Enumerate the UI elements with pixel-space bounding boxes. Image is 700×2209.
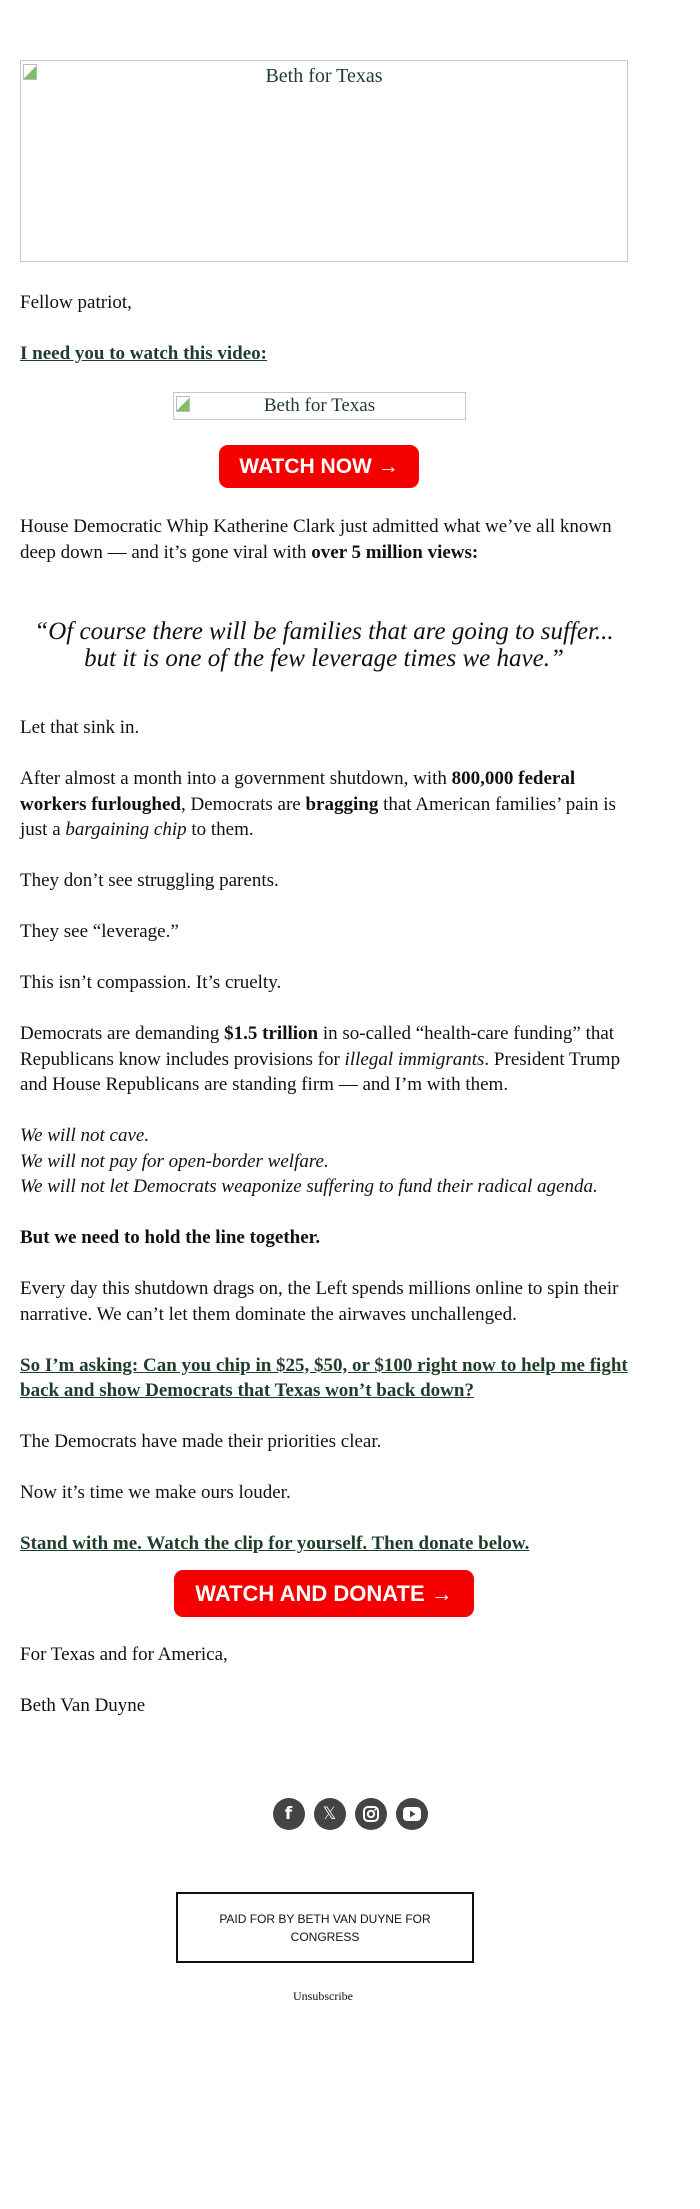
broken-image-icon — [176, 396, 190, 412]
quote-line-1: “Of course there will be families that are going to suffer... — [34, 618, 614, 645]
text: Democrats are demanding — [20, 1023, 225, 1044]
text: to them. — [186, 819, 254, 840]
pledge: We will not pay for open-border welfare. — [20, 1150, 329, 1172]
signature: Beth Van Duyne — [20, 1694, 146, 1716]
intro-bold: over 5 million views: — [311, 541, 479, 563]
video-image-alt: Beth for Texas — [263, 395, 376, 416]
pledge: We will not let Democrats weaponize suffering to fund their radical agenda. — [20, 1176, 598, 1197]
pledge: We will not cave. — [20, 1125, 150, 1146]
header-image-alt: Beth for Texas — [265, 65, 383, 87]
text: . President Trump and House Republicans are standing firm — and I’m with them. — [20, 1048, 621, 1095]
paragraph-hold — [20, 1225, 628, 1251]
paragraph-leverage: They see “leverage.” — [20, 921, 179, 942]
instagram-icon[interactable] — [355, 1798, 387, 1830]
text: that American families’ pain is just a — [20, 793, 616, 840]
quote-line-2: but it is one of the few leverage times we have.” — [84, 645, 564, 672]
video-thumbnail[interactable] — [173, 392, 466, 420]
paragraph-louder: Now it’s time we make ours louder. — [20, 1482, 291, 1503]
intro-text: House Democratic Whip Katherine Clark just admitted what we’ve all known deep down — and it’s gone viral with — [20, 516, 612, 563]
broken-image-icon — [23, 64, 37, 80]
bold-text: But we need to hold the line together. — [20, 1227, 321, 1248]
watch-and-donate-button[interactable]: WATCH AND DONATE → — [174, 1570, 474, 1617]
x-icon[interactable]: 𝕏 — [314, 1798, 346, 1830]
youtube-icon[interactable] — [396, 1798, 428, 1830]
paragraph-shutdown — [20, 766, 628, 843]
social-links — [0, 1798, 700, 1830]
italic-text: bargaining chip — [65, 819, 187, 840]
paragraph-trillion — [20, 1021, 628, 1098]
text: , Democrats are — [180, 793, 306, 815]
header-image — [20, 60, 628, 262]
donate-ask-link[interactable]: So I’m asking: Can you chip in $25, $50, or $100 right now to help me fight back and show Democrats that Texas won’t back down? — [20, 1354, 628, 1401]
paragraph-cruelty: This isn’t compassion. It’s cruelty. — [20, 972, 282, 993]
unsubscribe-link[interactable]: Unsubscribe — [293, 1989, 353, 2003]
greeting: Fellow patriot, — [20, 292, 132, 313]
bold-text: bragging — [305, 793, 379, 815]
watch-video-link[interactable]: I need you to watch this video: — [20, 343, 268, 364]
watch-now-button[interactable]: WATCH NOW → — [219, 445, 419, 488]
paragraph-parents: They don’t see struggling parents. — [20, 870, 279, 891]
bold-text: $1.5 trillion — [224, 1023, 319, 1044]
text: in so-called “health-care funding” that Republicans know includes provisions for — [20, 1023, 615, 1070]
signoff: For Texas and for America, — [20, 1643, 228, 1665]
pledges — [20, 1123, 628, 1200]
bold-text: 800,000 federal workers furloughed — [20, 768, 576, 815]
italic-text: illegal immigrants — [344, 1048, 485, 1070]
intro-paragraph — [20, 514, 628, 565]
stand-with-me-link[interactable]: Stand with me. Watch the clip for yourself. Then donate below. — [20, 1533, 530, 1554]
paid-for-text: PAID FOR BY BETH VAN DUYNE FOR CONGRESS — [219, 1912, 431, 1944]
paid-for-disclaimer — [176, 1892, 474, 1963]
facebook-icon[interactable]: f — [273, 1798, 305, 1830]
paragraph-priorities: The Democrats have made their priorities clear. — [20, 1431, 382, 1452]
paragraph-sink: Let that sink in. — [20, 717, 140, 738]
paragraph-everyday: Every day this shutdown drags on, the Left spends millions online to spin their narrative. We can’t let them dominate the airwaves unchallenged. — [20, 1278, 619, 1325]
quote — [20, 618, 628, 672]
text: After almost a month into a government shutdown, with — [20, 768, 452, 789]
